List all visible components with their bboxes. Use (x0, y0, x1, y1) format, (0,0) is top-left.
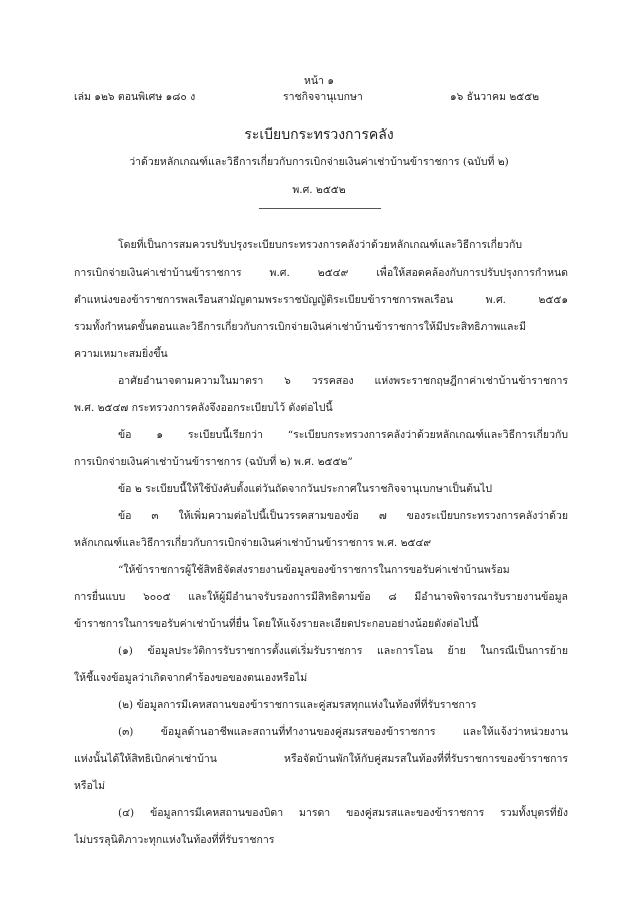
body-line: ข้อ ๑ ระเบียบนี้เรียกว่า “ระเบียบกระทรวงการคลังว่าด้วยหลักเกณฑ์และวิธีการเกี่ยวกับ (118, 429, 568, 441)
volume-issue: เล่ม ๑๒๖ ตอนพิเศษ ๑๘๐ ง (74, 91, 196, 103)
body-line: การเบิกจ่ายเงินค่าเช่าบ้านข้าราชการ พ.ศ. ๒๕๔๙ เพื่อให้สอดคล้องกับการปรับปรุงการกำหนด (74, 267, 568, 279)
document-subtitle: ว่าด้วยหลักเกณฑ์และวิธีการเกี่ยวกับการเบิกจ่ายเงินค่าเช่าบ้านข้าราชการ (ฉบับที่ ๒) (129, 156, 509, 168)
document-title: ระเบียบกระทรวงการคลัง (244, 127, 394, 143)
body-line: ให้ชี้แจงข้อมูลว่าเกิดจากคำร้องขอของตนเองหรือไม่ (74, 672, 308, 684)
publication-date: ๑๖ ธันวาคม ๒๕๕๒ (450, 91, 540, 103)
body-line: ตำแหน่งของข้าราชการพลเรือนสามัญตามพระราชบัญญัติระเบียบข้าราชการพลเรือน พ.ศ. ๒๕๕๑ (74, 294, 568, 306)
body-line: การเบิกจ่ายเงินค่าเช่าบ้านข้าราชการ (ฉบับที่ ๒) พ.ศ. ๒๕๕๒” (74, 456, 353, 468)
body-line: ข้าราชการในการขอรับค่าเช่าบ้านที่ยื่น โดยให้แจ้งรายละเอียดประกอบอย่างน้อยดังต่อไปนี้ (74, 618, 479, 630)
body-line: แห่งนั้นได้ให้สิทธิเบิกค่าเช่าบ้าน หรือจัดบ้านพักให้กับคู่สมรสในท้องที่ที่รับราชการของข้าราชการ (74, 753, 568, 765)
body-line: (๔) ข้อมูลการมีเคหสถานของบิดา มารดา ของคู่สมรสและของข้าราชการ รวมทั้งบุตรที่ยัง (118, 807, 568, 819)
body-line: ความเหมาะสมยิ่งขึ้น (74, 348, 168, 360)
body-line: รวมทั้งกำหนดขั้นตอนและวิธีการเกี่ยวกับการเบิกจ่ายเงินค่าเช่าบ้านข้าราชการให้มีประสิทธิภาพและมี (74, 321, 527, 333)
document-year: พ.ศ. ๒๕๕๒ (292, 184, 346, 196)
body-line: อาศัยอำนาจตามความในมาตรา ๖ วรรคสอง แห่งพระราชกฤษฎีกาค่าเช่าบ้านข้าราชการ (118, 375, 568, 387)
body-line: ไม่บรรลุนิติภาวะทุกแห่งในท้องที่ที่รับราชการ (74, 834, 275, 846)
body-line: การยื่นแบบ ๖๐๐๕ และให้ผู้มีอำนาจรับรองการมีสิทธิตามข้อ ๘ มีอำนาจพิจารณารับรายงานข้อมูล (74, 591, 568, 603)
body-line: “ให้ข้าราชการผู้ใช้สิทธิจัดส่งรายงานข้อมูลของข้าราชการในการขอรับค่าเช่าบ้านพร้อม (118, 564, 510, 576)
title-divider (259, 208, 381, 209)
body-line: หลักเกณฑ์และวิธีการเกี่ยวกับการเบิกจ่ายเงินค่าเช่าบ้านข้าราชการ พ.ศ. ๒๕๔๙ (74, 537, 432, 549)
gazette-name: ราชกิจจานุเบกษา (283, 91, 363, 103)
body-line: ข้อ ๓ ให้เพิ่มความต่อไปนี้เป็นวรรคสามของข้อ ๗ ของระเบียบกระทรวงการคลังว่าด้วย (118, 510, 568, 522)
body-line: พ.ศ. ๒๕๔๗ กระทรวงการคลังจึงออกระเบียบไว้ ดังต่อไปนี้ (74, 402, 333, 414)
body-line: (๓) ข้อมูลด้านอาชีพและสถานที่ทำงานของคู่สมรสของข้าราชการ และให้แจ้งว่าหน่วยงาน (118, 726, 568, 738)
page-number: หน้า ๑ (304, 75, 334, 87)
body-line: โดยที่เป็นการสมควรปรับปรุงระเบียบกระทรวงการคลังว่าด้วยหลักเกณฑ์และวิธีการเกี่ยวกับ (118, 239, 523, 251)
body-line: หรือไม่ (74, 780, 106, 792)
body-line: (๑) ข้อมูลประวัติการรับราชการตั้งแต่เริ่มรับราชการ และการโอน ย้าย ในกรณีเป็นการย้าย (118, 645, 568, 657)
body-line: ข้อ ๒ ระเบียบนี้ให้ใช้บังคับตั้งแต่วันถัดจากวันประกาศในราชกิจจานุเบกษาเป็นต้นไป (118, 483, 493, 495)
body-line: (๒) ข้อมูลการมีเคหสถานของข้าราชการและคู่สมรสทุกแห่งในท้องที่ที่รับราชการ (118, 699, 477, 711)
